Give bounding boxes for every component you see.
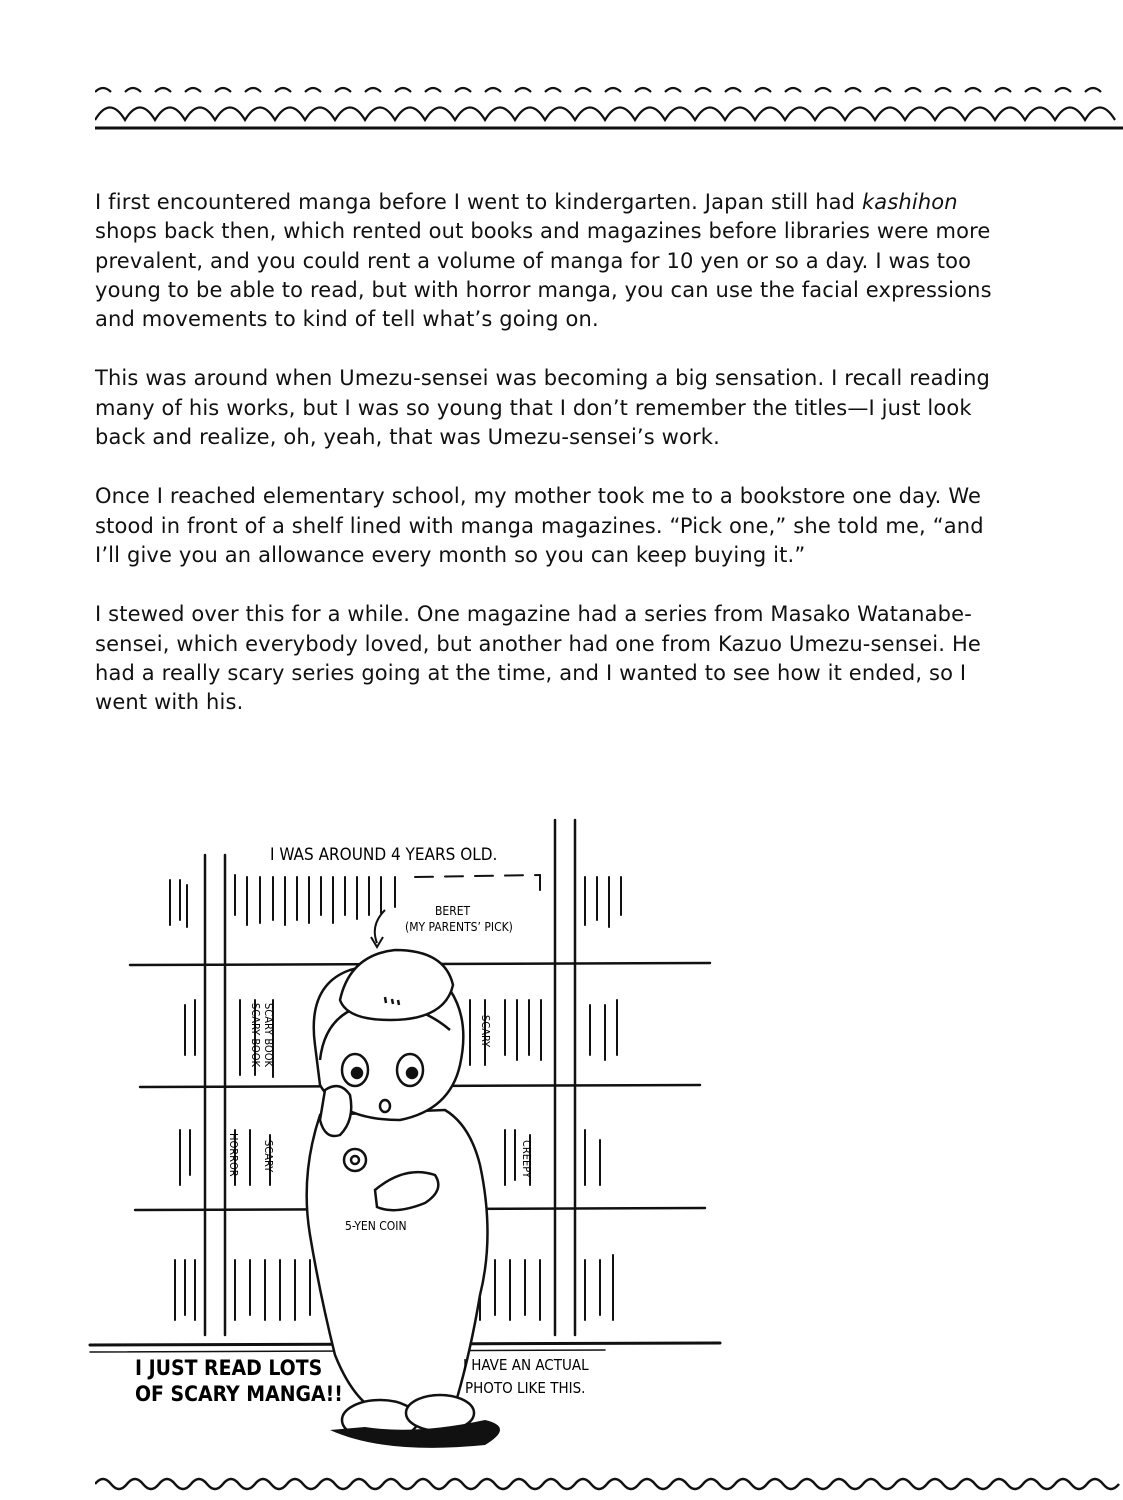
paragraph: Once I reached elementary school, my mother took me to a bookstore one day. We stood in front of a shelf lined with manga magazines. “Pick one,” she told me, “and I’ll give you an allowance every month so you can keep buying it.” (95, 484, 984, 567)
beret-note-line1: BERET (435, 904, 471, 918)
spine-label: SCARY (262, 1140, 275, 1173)
spine-label: SCARY BOOK (262, 1003, 275, 1067)
ornamental-border-top (95, 80, 1123, 135)
ornamental-border-bottom (95, 1472, 1123, 1494)
shout-line2: OF SCARY MANGA!! (135, 1382, 343, 1406)
paragraph: This was around when Umezu-sensei was becoming a big sensation. I recall reading many of his works, but I was so young that I don’t remember the titles—I just look back and realize, oh, yeah, that was Umezu-sensei’s work. (95, 366, 991, 450)
spine-label: CREEPY (520, 1140, 533, 1179)
essay-body (95, 188, 995, 747)
spine-label: SCARY BOOK (249, 1003, 262, 1067)
spine-label: HORROR (227, 1133, 240, 1177)
paragraph: I stewed over this for a while. One magazine had a series from Masako Watanabe-sensei, which everybody loved, but another had one from Kazuo Umezu-sensei. He had a really scary series going at the time, and I wanted to see how it ended, so I went with his. (95, 602, 981, 715)
italic-term: kashihon (861, 190, 958, 214)
caption-age: I WAS AROUND 4 YEARS OLD. (270, 845, 498, 865)
coin-note: 5-YEN COIN (345, 1219, 407, 1233)
beret-note-line2: (MY PARENTS’ PICK) (405, 920, 513, 934)
spine-label: SCARY (479, 1015, 492, 1048)
child-figure (307, 950, 488, 1440)
bookstore-illustration (85, 815, 725, 1465)
photo-note-line1: I HAVE AN ACTUAL (463, 1356, 589, 1374)
paragraph: I first encountered manga before I went to kindergarten. Japan still had kashihon shops back then, which rented out books and magazines before libraries were more prevalent, and you could rent a volume of manga for 10 yen or so a day. I was too young to be able to read, but with horror manga, you can use the facial expressions and movements to kind of tell what’s going on. (95, 190, 992, 332)
photo-note-line2: PHOTO LIKE THIS. (465, 1379, 586, 1397)
shout-line1: I JUST READ LOTS (135, 1356, 323, 1380)
